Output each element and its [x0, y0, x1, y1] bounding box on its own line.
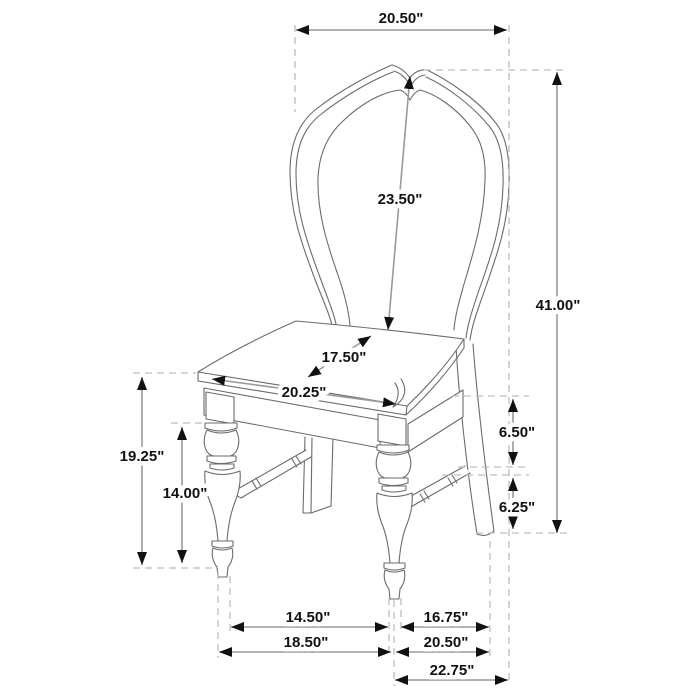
dim-label-front-leg-height: 14.00": [162, 485, 208, 502]
dim-label-base-depth: 20.50": [423, 634, 469, 651]
chair-right-stretcher: [404, 466, 470, 508]
dim-front-legs-outer-span: [219, 634, 391, 652]
chair-drawing: [198, 65, 509, 599]
dim-backrest-height: [378, 76, 423, 330]
dim-overall-depth: [395, 662, 508, 680]
dim-side-legs-span: [401, 609, 489, 627]
dim-label-stretcher-to-floor: 6.25": [498, 499, 536, 516]
dim-overall-height: [536, 72, 581, 533]
dim-label-backrest-height: 23.50": [377, 191, 423, 208]
dim-front-legs-inner-span: [231, 609, 388, 627]
dim-label-front-legs-inner-span: 14.50": [285, 609, 331, 626]
dim-stretcher-to-floor: [499, 478, 535, 529]
dim-label-seat-height: 19.25": [119, 448, 165, 465]
dim-base-depth: [396, 634, 489, 652]
dim-seat-height: [120, 377, 165, 565]
dim-label-overall-height: 41.00": [535, 297, 581, 314]
dim-seat-to-stretcher: [499, 399, 535, 465]
dim-label-seat-to-stretcher: 6.50": [498, 424, 536, 441]
chair-seat: [198, 321, 464, 452]
dim-label-overall-depth: 22.75": [429, 662, 475, 679]
dim-label-seat-depth: 17.50": [321, 349, 367, 366]
chair-left-stretcher: [236, 450, 311, 498]
dim-front-leg-height: [163, 427, 208, 563]
chair-front-right-leg: [376, 414, 412, 599]
dim-label-front-legs-outer-span: 18.50": [283, 634, 329, 651]
dim-label-seat-width: 20.25": [281, 384, 327, 401]
chair-rear-right-leg: [456, 344, 494, 535]
dim-label-top-back-width: 20.50": [378, 10, 424, 27]
chair-rear-left-leg: [303, 437, 333, 513]
dim-top-back-width: [296, 10, 507, 30]
dim-label-side-legs-span: 16.75": [423, 609, 469, 626]
